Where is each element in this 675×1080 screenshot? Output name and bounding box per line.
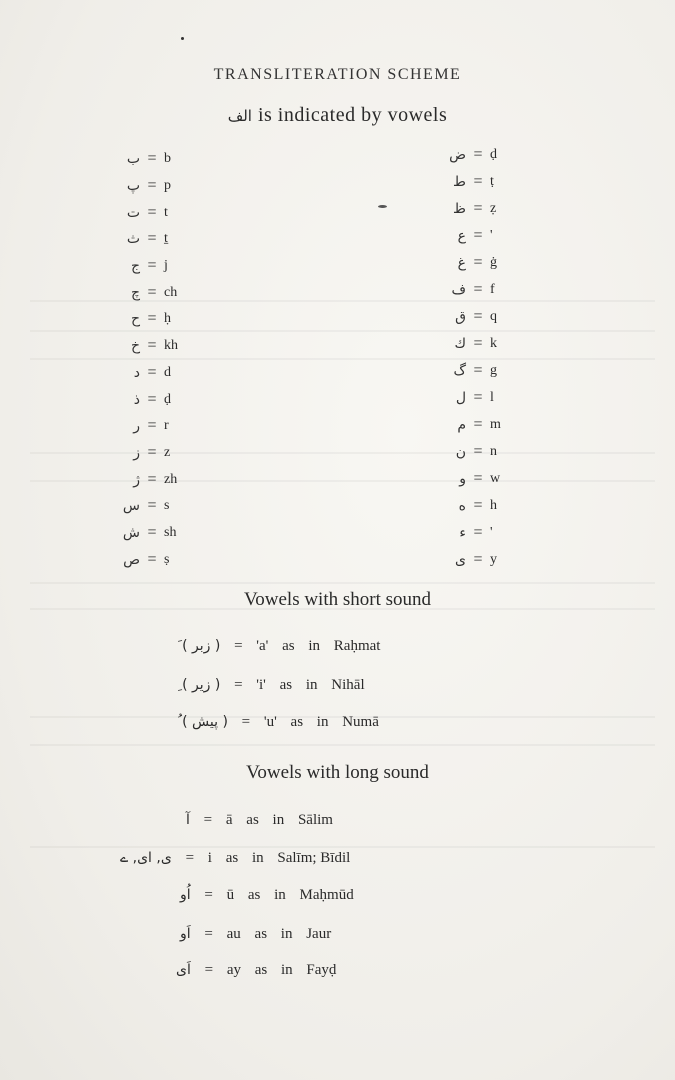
consonant-row [112, 226, 194, 253]
consonant-row [438, 411, 520, 438]
equals-sign: = [473, 496, 483, 514]
vowel-value: ay [226, 962, 241, 978]
vowel-eq: = [234, 677, 243, 693]
vowel-value: 'u' [263, 714, 277, 730]
roman-equivalent: kh [164, 338, 178, 354]
equals-sign: = [473, 334, 483, 352]
alif-arabic: الف [227, 107, 252, 125]
long-vowels-heading: Vowels with long sound [246, 762, 429, 783]
equals-sign: = [473, 523, 483, 541]
arabic-letter: پ [126, 178, 140, 195]
consonant-row [438, 492, 520, 519]
print-speck [181, 37, 184, 40]
roman-equivalent: q [490, 308, 497, 324]
consonant-row [438, 546, 520, 573]
equals-sign: = [147, 417, 157, 435]
vowel-in: in [280, 926, 293, 942]
roman-equivalent: ' [490, 227, 493, 243]
vowel-value: 'i' [256, 677, 266, 693]
equals-sign: = [473, 550, 483, 568]
equals-sign: = [147, 337, 157, 355]
vowel-example: Jaur [306, 926, 332, 942]
roman-equivalent: z [164, 444, 171, 460]
equals-sign: = [473, 415, 483, 433]
roman-equivalent: f [490, 281, 495, 297]
arabic-letter: غ [457, 254, 466, 271]
short-vowels-heading: Vowels with short sound [243, 589, 432, 610]
roman-equivalent: ḍ [164, 391, 171, 407]
vowel-as: as [290, 714, 304, 730]
vowel-sign: اَو [180, 926, 191, 942]
vowel-eq: = [241, 714, 251, 730]
vowel-eq: = [203, 812, 213, 828]
alif-note-text: is indicated by vowels [257, 104, 448, 126]
consonant-row [438, 195, 520, 222]
arabic-letter: ه [458, 497, 466, 514]
equals-sign: = [473, 253, 483, 271]
vowel-example: Nihāl [331, 677, 365, 693]
arabic-letter: و [459, 470, 466, 487]
arabic-letter: ل [455, 389, 466, 406]
alif-note [0, 104, 675, 127]
vowel-example: Numā [342, 714, 379, 730]
arabic-letter: ف [451, 281, 466, 298]
arabic-letter: ى [455, 551, 466, 568]
vowel-value: i [207, 850, 212, 866]
roman-equivalent: ṯ [164, 231, 168, 247]
equals-sign: = [147, 497, 157, 515]
vowel-sign: ِ ( زیر ) [178, 677, 221, 693]
arabic-letter: ض [449, 146, 466, 163]
roman-equivalent: sh [164, 524, 177, 540]
consonant-row [112, 413, 194, 440]
arabic-letter: ص [123, 551, 140, 568]
equals-sign: = [147, 470, 157, 488]
long-vowel-row [120, 850, 350, 867]
vowel-sign: ی, ای, ے [120, 850, 172, 866]
roman-equivalent: ṣ [164, 551, 170, 567]
vowel-sign: َ ( زبر ) [178, 638, 221, 654]
short-vowel-row [178, 714, 379, 731]
arabic-letter: ذ [133, 391, 140, 408]
consonant-row [438, 168, 520, 195]
short-vowel-row [178, 638, 380, 655]
consonant-row [112, 493, 194, 520]
equals-sign: = [147, 257, 157, 275]
roman-equivalent: l [490, 389, 494, 405]
equals-sign: = [473, 172, 483, 190]
equals-sign: = [473, 199, 483, 217]
bleed-line [30, 846, 655, 848]
vowel-eq: = [204, 962, 214, 978]
roman-equivalent: s [164, 498, 170, 514]
vowel-example: Sālim [297, 812, 333, 828]
roman-equivalent: ḍ [490, 146, 497, 162]
vowel-example: Maḥmūd [299, 887, 354, 903]
equals-sign: = [147, 177, 157, 195]
roman-equivalent: w [490, 470, 501, 486]
vowel-as: as [225, 850, 239, 866]
consonant-row [438, 438, 520, 465]
vowel-value: au [226, 926, 241, 942]
vowel-in: in [272, 812, 285, 828]
equals-sign: = [147, 230, 157, 248]
equals-sign: = [473, 145, 483, 163]
roman-equivalent: j [164, 258, 168, 274]
consonant-row [112, 199, 194, 226]
arabic-letter: گ [453, 362, 466, 379]
bleed-line [30, 744, 655, 746]
short-vowel-row [178, 677, 365, 694]
vowel-eq: = [234, 638, 243, 654]
roman-equivalent: p [164, 178, 171, 194]
roman-equivalent: ṭ [490, 173, 494, 189]
arabic-letter: ظ [453, 200, 466, 217]
consonant-row [438, 384, 520, 411]
arabic-letter: ن [455, 443, 466, 460]
roman-equivalent: ġ [490, 254, 497, 270]
long-vowel-row [176, 962, 336, 979]
roman-equivalent: ẓ [490, 200, 497, 216]
bleed-line [30, 582, 655, 584]
consonant-row [438, 141, 520, 168]
vowel-example: Raḥmat [333, 638, 381, 654]
vowel-as: as [282, 638, 295, 654]
equals-sign: = [473, 388, 483, 406]
equals-sign: = [473, 442, 483, 460]
consonant-row [112, 253, 194, 280]
vowel-sign: آ [186, 812, 190, 828]
consonant-row [112, 546, 194, 573]
vowel-example: Fayḍ [306, 962, 337, 978]
arabic-letter: ط [453, 173, 466, 190]
vowel-sign: ُ ( پیش ) [178, 714, 228, 730]
arabic-letter: ر [133, 418, 140, 435]
arabic-letter: م [457, 416, 466, 433]
vowel-value: 'a' [256, 638, 269, 654]
vowel-in: in [281, 962, 293, 978]
equals-sign: = [473, 307, 483, 325]
equals-sign: = [147, 550, 157, 568]
roman-equivalent: t [164, 204, 168, 220]
right-consonant-column [438, 141, 520, 573]
vowel-as: as [247, 887, 261, 903]
consonant-row [438, 519, 520, 546]
vowel-in: in [251, 850, 264, 866]
consonant-row [112, 173, 194, 200]
roman-equivalent: ch [164, 284, 178, 300]
arabic-letter: ء [459, 524, 466, 541]
arabic-letter: ش [122, 524, 140, 541]
vowel-as: as [279, 677, 293, 693]
roman-equivalent: g [490, 362, 497, 378]
arabic-letter: س [122, 498, 140, 515]
consonant-row [112, 146, 194, 173]
left-consonant-column [112, 146, 194, 573]
equals-sign: = [147, 310, 157, 328]
long-vowel-row [180, 926, 331, 943]
vowel-in: in [305, 677, 318, 693]
arabic-letter: ك [454, 335, 466, 352]
roman-equivalent: n [490, 443, 497, 459]
consonant-row [112, 279, 194, 306]
consonant-row [112, 360, 194, 387]
equals-sign: = [473, 469, 483, 487]
consonant-row [438, 357, 520, 384]
equals-sign: = [473, 361, 483, 379]
vowel-value: ū [226, 887, 235, 903]
consonant-row [112, 440, 194, 467]
equals-sign: = [147, 203, 157, 221]
vowel-sign: اُو [180, 887, 191, 903]
equals-sign: = [147, 523, 157, 541]
roman-equivalent: k [490, 335, 497, 351]
equals-sign: = [147, 390, 157, 408]
vowel-in: in [308, 638, 321, 654]
long-vowel-row [186, 812, 333, 829]
equals-sign: = [147, 443, 157, 461]
roman-equivalent: ' [490, 524, 493, 540]
page-title: TRANSLITERATION SCHEME [213, 66, 462, 83]
equals-sign: = [147, 150, 157, 168]
vowel-value: ā [225, 812, 233, 828]
arabic-letter: ع [457, 227, 466, 244]
arabic-letter: ح [130, 311, 140, 328]
roman-equivalent: d [164, 364, 171, 380]
vowel-as: as [246, 812, 259, 828]
roman-equivalent: b [164, 151, 171, 167]
consonant-row [438, 222, 520, 249]
vowel-in: in [316, 714, 329, 730]
consonant-row [438, 330, 520, 357]
consonant-row [438, 276, 520, 303]
arabic-letter: ق [455, 308, 466, 325]
roman-equivalent: h [490, 497, 497, 513]
long-vowel-row [180, 887, 354, 904]
equals-sign: = [147, 283, 157, 301]
arabic-letter: ژ [133, 471, 140, 488]
arabic-letter: خ [130, 338, 140, 355]
print-speck [378, 205, 387, 208]
arabic-letter: ت [126, 204, 140, 221]
arabic-letter: ب [126, 151, 140, 168]
roman-equivalent: r [164, 418, 169, 434]
consonant-row [112, 386, 194, 413]
consonant-row [112, 520, 194, 547]
roman-equivalent: zh [164, 471, 178, 487]
roman-equivalent: m [490, 416, 501, 432]
consonant-row [438, 303, 520, 330]
vowel-as: as [254, 926, 268, 942]
vowel-in: in [274, 887, 286, 903]
consonant-row [438, 465, 520, 492]
vowel-as: as [254, 962, 268, 978]
consonant-row [112, 333, 194, 360]
vowel-eq: = [204, 887, 213, 903]
equals-sign: = [147, 363, 157, 381]
consonant-row [112, 466, 194, 493]
equals-sign: = [473, 280, 483, 298]
vowel-eq: = [204, 926, 213, 942]
vowel-example: Salīm; Bīdil [277, 850, 351, 866]
arabic-letter: ز [133, 444, 140, 461]
arabic-letter: چ [130, 284, 140, 301]
roman-equivalent: y [490, 551, 497, 567]
arabic-letter: د [133, 364, 140, 381]
consonant-row [438, 249, 520, 276]
vowel-sign: اَی [176, 962, 191, 978]
arabic-letter: ج [130, 258, 140, 275]
roman-equivalent: ḥ [164, 311, 171, 327]
consonant-row [112, 306, 194, 333]
arabic-letter: ث [126, 231, 140, 248]
equals-sign: = [473, 226, 483, 244]
vowel-eq: = [185, 850, 195, 866]
